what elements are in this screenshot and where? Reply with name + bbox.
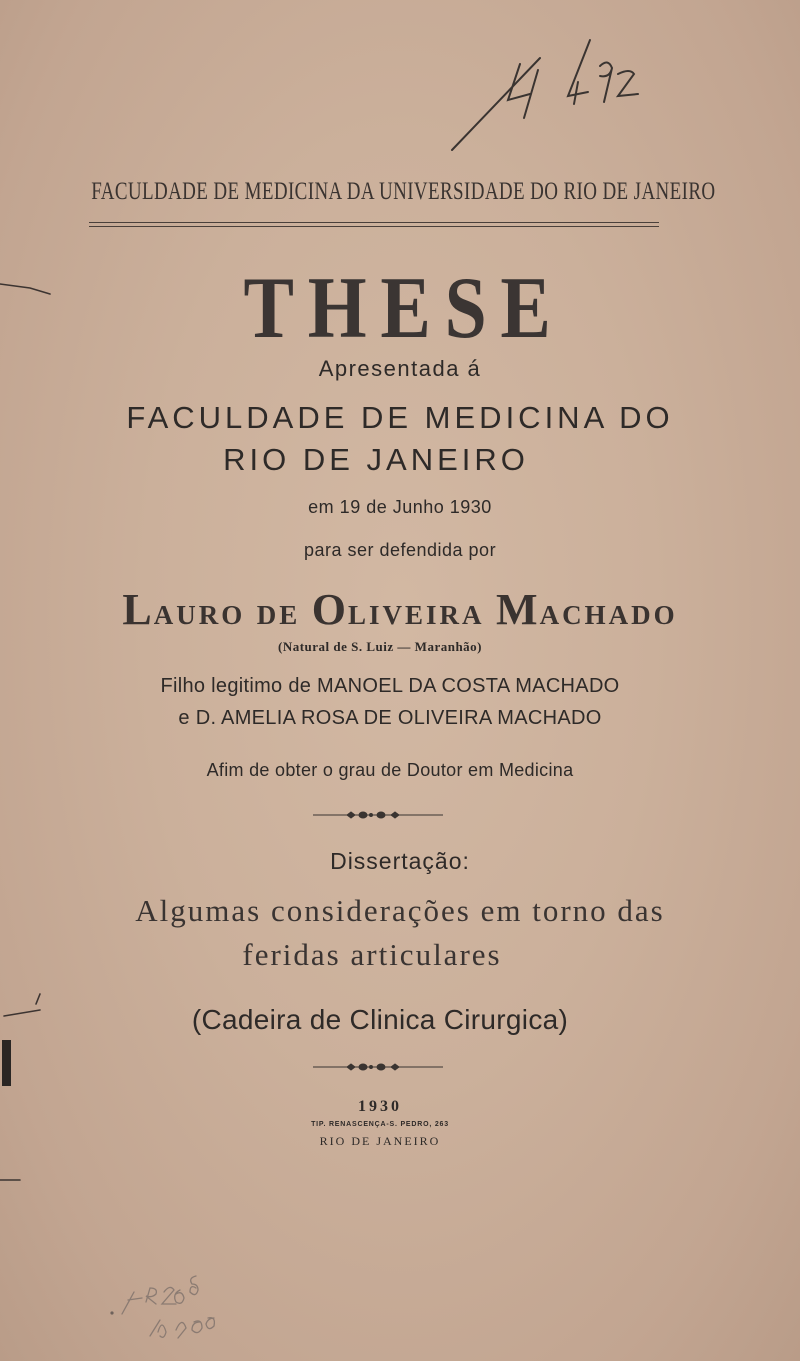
- author-name: LAURO DE OLIVEIRA MACHADO: [122, 585, 678, 634]
- defense-date: em 19 de Junho 1930: [308, 497, 492, 517]
- presented-to: Apresentada á: [318, 356, 482, 381]
- imprint-year: 1930: [358, 1098, 402, 1115]
- faculty-name-line2: RIO DE JANEIRO: [223, 442, 529, 477]
- faculty-name-line1: FACULDADE DE MEDICINA DO: [126, 400, 674, 435]
- chair-line: (Cadeira de Clinica Cirurgica): [191, 1004, 569, 1035]
- topic-line1: Algumas considerações em torno das: [135, 893, 665, 928]
- imprint-city: RIO DE JANEIRO: [319, 1134, 441, 1148]
- parents-line1: Filho legitimo de MANOEL DA COSTA MACHADO: [160, 675, 620, 697]
- topic-line2: feridas articulares: [242, 937, 502, 972]
- dissertation-label: Dissertação:: [330, 848, 470, 874]
- parents-line2: e D. AMELIA ROSA DE OLIVEIRA MACHADO: [178, 707, 602, 729]
- page-title: THESE: [243, 260, 565, 357]
- author-origin: (Natural de S. Luiz — Maranhão): [278, 639, 482, 654]
- faculty-header-line: FACULDADE DE MEDICINA DA UNIVERSIDADE DO RIO DE JANEIRO: [91, 178, 716, 205]
- imprint-printer: TIP. RENASCENÇA-S. PEDRO, 263: [311, 1121, 449, 1128]
- purpose-line: Afim de obter o grau de Doutor em Medicina: [206, 760, 574, 780]
- defended-by: para ser defendida por: [303, 540, 497, 560]
